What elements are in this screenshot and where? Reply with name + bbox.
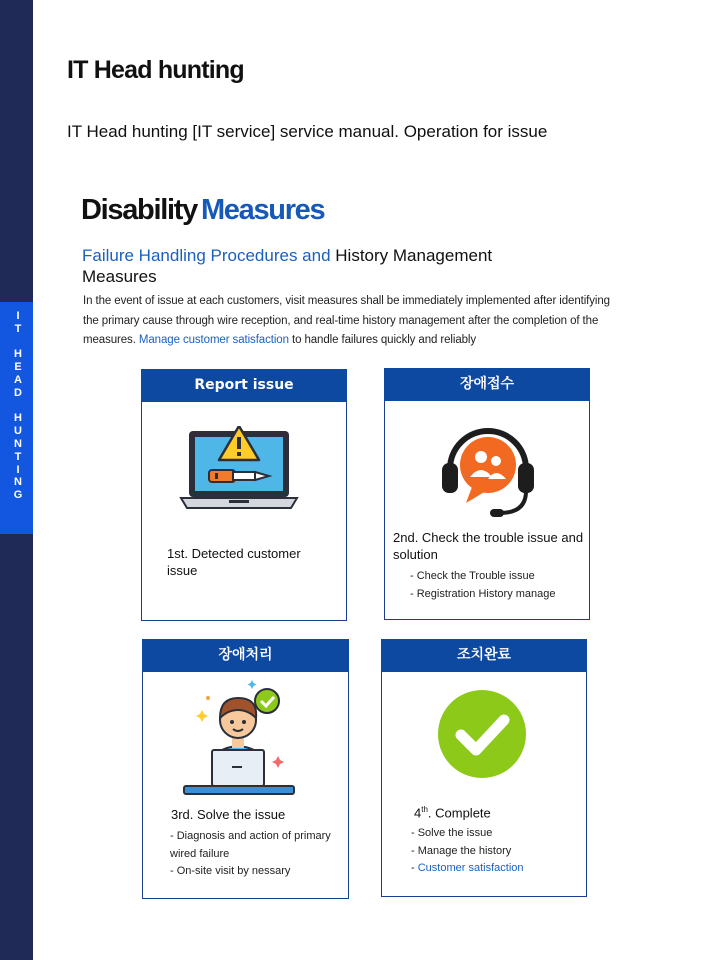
card-step-text: 3rd. Solve the issue [171, 807, 286, 822]
page-title: IT Head hunting [67, 56, 244, 84]
step-card-reception [384, 368, 590, 620]
section-title-black: Disability [81, 194, 197, 226]
bullet-item-link [411, 860, 581, 878]
card-step-text: 1st. Detected customer issue [167, 546, 301, 578]
heading-blue-part: Failure Handling Procedures and [82, 246, 331, 265]
card-header: 장애처리 [142, 639, 349, 672]
section-title [81, 194, 324, 227]
card-header: Report issue [141, 369, 347, 402]
desc-text: In the event of issue at each customers, visit measures shall be immediately implemented after identifying the primary cause through wire reception, and real-time history management after the completion of the measures. [83, 295, 610, 347]
step-superscript: th [421, 805, 428, 814]
customer-satisfaction-link: Customer satisfaction [417, 862, 524, 874]
step-card-complete [381, 639, 587, 897]
section-heading [82, 245, 552, 287]
bullet-item: - Registration History manage [410, 587, 556, 600]
card-step-text: 2nd. Check the trouble issue and solution [393, 530, 584, 562]
bullet-prefix: - [411, 862, 418, 874]
card-bullets [411, 825, 581, 878]
step-card-report [141, 369, 347, 621]
bullet-item: - Diagnosis and action of primary wired failure [170, 830, 331, 860]
card-bullets [410, 568, 588, 603]
bullet-item: - Manage the history [411, 844, 512, 857]
step-label: . Complete [427, 805, 491, 821]
headset-support-icon [440, 419, 536, 521]
step-card-processing [142, 639, 349, 899]
step-number: 4 [414, 805, 422, 821]
card-header: 장애접수 [384, 368, 590, 401]
card-bullets [170, 828, 360, 881]
page-subtitle: IT Head hunting [IT service] service manual. Operation for issue [67, 122, 548, 141]
side-label-text: I T H E A D H U N T I N G [13, 310, 23, 502]
section-description [83, 292, 623, 351]
side-vertical-label [0, 302, 33, 534]
heading-black-part: History Management Measures [82, 246, 493, 286]
desc-text-end: to handle failures quickly and reliably [291, 334, 477, 347]
checkmark-icon [437, 689, 527, 779]
bullet-item: - On-site visit by nessary [170, 865, 291, 877]
card-header: 조치완료 [381, 639, 587, 672]
person-laptop-icon [180, 676, 312, 798]
card-step-text [414, 801, 574, 821]
desc-link-text: Manage customer satisfaction [138, 334, 289, 347]
section-title-blue: Measures [200, 194, 325, 226]
laptop-warning-icon [179, 426, 299, 514]
bullet-item: - Solve the issue [411, 827, 493, 839]
bullet-item: - Check the Trouble issue [410, 570, 535, 582]
